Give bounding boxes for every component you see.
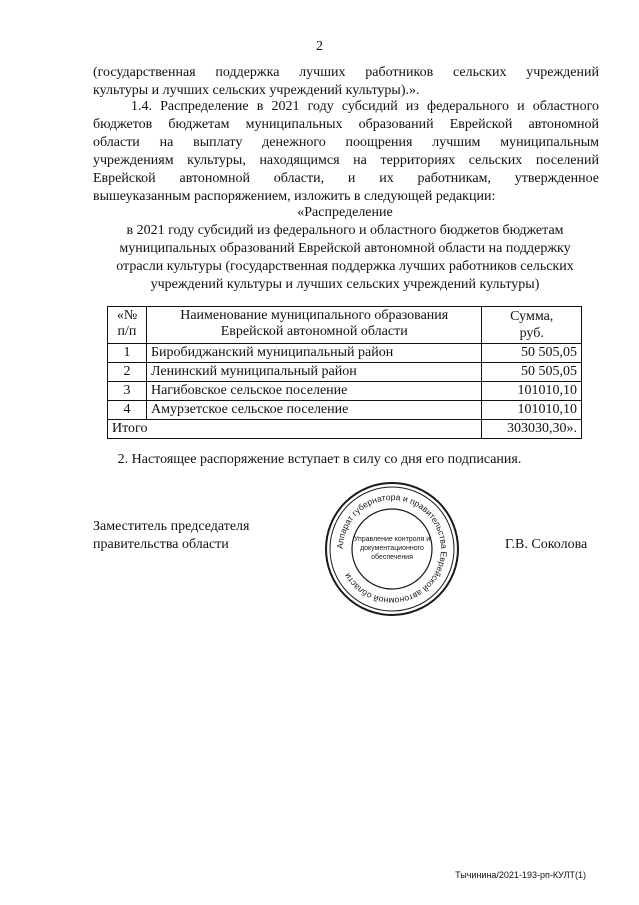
header-sum: Сумма, руб. (482, 307, 582, 344)
page-number: 2 (316, 39, 323, 54)
text-line: (государственная поддержка лучших работников сельских учреждений (93, 65, 599, 80)
row-number: 4 (108, 401, 147, 420)
text-line: вышеуказанным распоряжением, изложить в следующей редакции: (93, 189, 496, 204)
row-number: 1 (108, 344, 147, 363)
signatory-position (93, 518, 249, 554)
seal-center-line: Управление контроля и (353, 536, 431, 543)
title-line: учреждений культуры и лучших сельских учреждений культуры) (150, 277, 540, 292)
text-line: Еврейской автономной области, и их работникам, утвержденное (93, 171, 599, 186)
intro-paragraph (93, 64, 599, 100)
seal-center-line: обеспечения (371, 554, 413, 561)
seal-ring-text: Аппарат губернатора и правительства Еврейской автономной области (334, 491, 450, 607)
signatory-name: Г.В. Соколова (505, 537, 588, 552)
position-line: правительства области (93, 537, 229, 552)
text-line: области на выплату денежного поощрения лучшим муниципальным (93, 135, 599, 150)
row-sum: 101010,10 (482, 401, 582, 420)
header-name: Наименование муниципального образования Еврейской автономной области (146, 307, 481, 344)
row-name: Ленинский муниципальный район (146, 363, 481, 382)
table-row (108, 382, 582, 401)
row-number: 3 (108, 382, 147, 401)
table-total-row (108, 420, 582, 439)
title-line: «Распределение (297, 205, 393, 220)
row-name: Амурзетское сельское поселение (146, 401, 481, 420)
text-line: бюджетов бюджетам муниципальных образований Еврейской автономной (93, 117, 599, 132)
title-line: в 2021 году субсидий из федерального и областного бюджетов бюджетам (126, 223, 564, 238)
row-name: Биробиджанский муниципальный район (146, 344, 481, 363)
total-label: Итого (108, 420, 482, 439)
distribution-table (107, 306, 582, 439)
document-code: Тычинина/2021-193-рп-КУЛТ(1) (455, 870, 586, 880)
title-line: отрасли культуры (государственная поддержка лучших работников сельских (116, 259, 574, 274)
row-number: 2 (108, 363, 147, 382)
row-sum: 50 505,05 (482, 344, 582, 363)
table-header-row (108, 307, 582, 344)
distribution-title (80, 204, 610, 294)
official-seal-stamp (324, 481, 460, 617)
position-line: Заместитель председателя (93, 519, 250, 534)
table-row (108, 363, 582, 382)
row-sum: 101010,10 (482, 382, 582, 401)
paragraph-1-4 (93, 98, 599, 206)
text-line: 1.4. Распределение в 2021 году субсидий из федерального и областного (131, 99, 599, 114)
title-line: муниципальных образований Еврейской автономной области на поддержку (119, 241, 571, 256)
effect-paragraph: 2. Настоящее распоряжение вступает в силу со дня его подписания. (117, 452, 522, 467)
text-line: учреждениям культуры, находящимся на территориях сельских поселений (93, 153, 599, 168)
row-name: Нагибовское сельское поселение (146, 382, 481, 401)
header-number: «№ п/п (108, 307, 147, 344)
table-row (108, 344, 582, 363)
seal-center-line: документационного (360, 545, 424, 552)
total-sum: 303030,30». (482, 420, 582, 439)
table-row (108, 401, 582, 420)
row-sum: 50 505,05 (482, 363, 582, 382)
text-line: культуры и лучших сельских учреждений культуры).». (93, 83, 420, 98)
